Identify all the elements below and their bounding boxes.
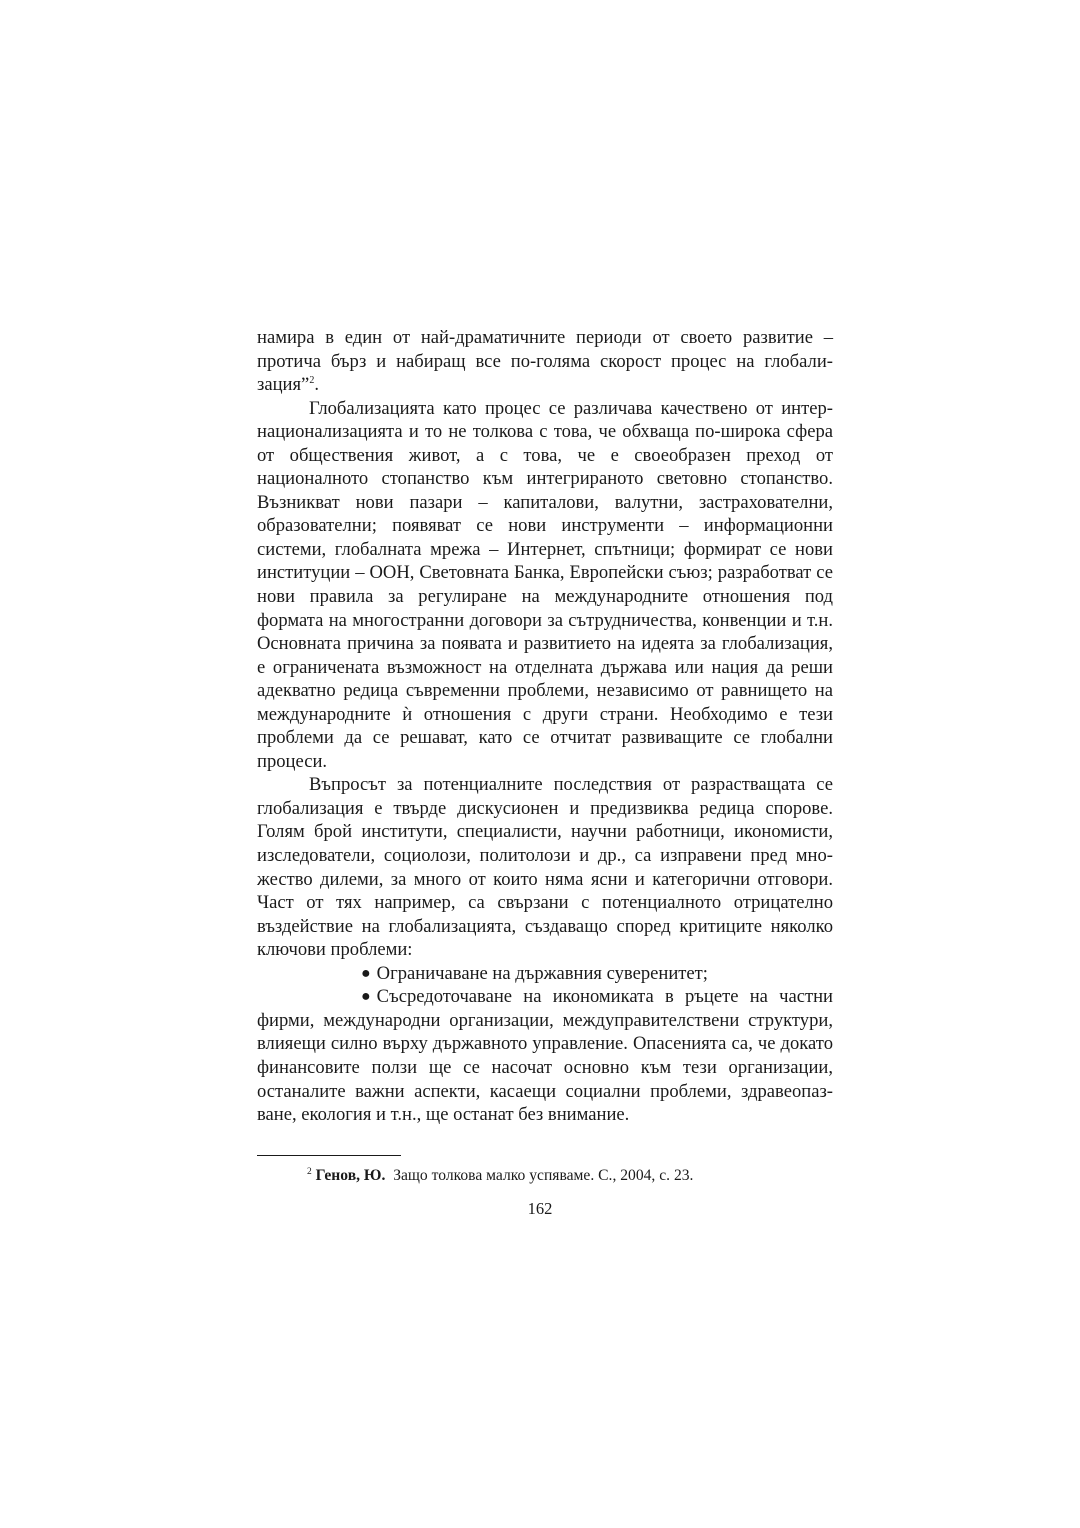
page-number: 162 [527, 1199, 553, 1218]
bullet-icon: ● [361, 988, 371, 1006]
paragraph-consequences: Въпросът за потенциалните последствия от разрастващата се глобализация е твърде дискусионен и предизвиква редица спорове. Голям брой институти, специалисти, научни работници, икономисти, изследователи, социолози, политолози и др., са изправени пред множество дилеми, за много от които няма ясни и категорични отговори. Част от тях например, са свързани с потенциалното отрицателно въздействие на глобализацията, създаващо според критиците няколко ключови проблеми: [257, 774, 833, 961]
list-item-text: Ограничаване на държавния суверенитет; [376, 962, 708, 984]
list-item [257, 985, 833, 1126]
footnote-reference[interactable]: 2 [309, 375, 315, 387]
paragraph-globalization: Глобализацията като процес се различава качествено от интернационализацията и то не толкова с това, че обхваща по-широка сфера от обществения живот, а с това, че е своеобразен преход от националното стопанство към интегрираното световно стопанство. Възникват нови пазари – капиталови, валутни, застрахователни, образователни; появяват се нови инструменти – информационни системи, глобалната мрежа – Интернет, спътници; формират се нови институции – ООН, Световната Банка, Европейски съюз; разработват се нови правила за регулиране на международните отношения под формата на многостранни договори за сътрудничества, конвенции и т.н. Основната причина за появата и развитието на идеята за глобализация, е ограничената възможност на отделната държава или нация да реши адекватно редица съвременни проблеми, независимо от равнището на международните ѝ отношения с други страни. Необходимо е тези проблеми да се решават, като се отчитат развиващите се глобални процеси. [257, 397, 833, 772]
list-item [257, 962, 833, 986]
footnote-divider [257, 1155, 401, 1156]
paragraph-continued [257, 326, 833, 397]
paragraph-text: намира в един от най-драматичните периоди от своето развитие – протича бърз и набиращ все по-голяма скорост процес на глобализация” [257, 327, 833, 396]
list-item-text: Съсредоточаване на икономиката в ръцете на частни фирми, международни организации, междуправителствени структури, влияещи силно върху държавното управление. Опасенията са, че докато финансовите ползи ще се насочат основно към тези организации, останалите важни аспекти, касаещи социални проблеми, здравеопазване, екология и т.н., ще останат без внимание. [257, 986, 833, 1126]
bullet-icon: ● [361, 964, 371, 982]
main-text [257, 326, 833, 1127]
footnote [307, 1165, 833, 1187]
footnote-text: Защо толкова малко успяваме. С., 2004, с. 23. [393, 1167, 694, 1184]
footnote-number: 2 [307, 1167, 312, 1177]
footnote-author: Генов, Ю. [315, 1167, 386, 1184]
paragraph-tail: . [314, 374, 319, 396]
